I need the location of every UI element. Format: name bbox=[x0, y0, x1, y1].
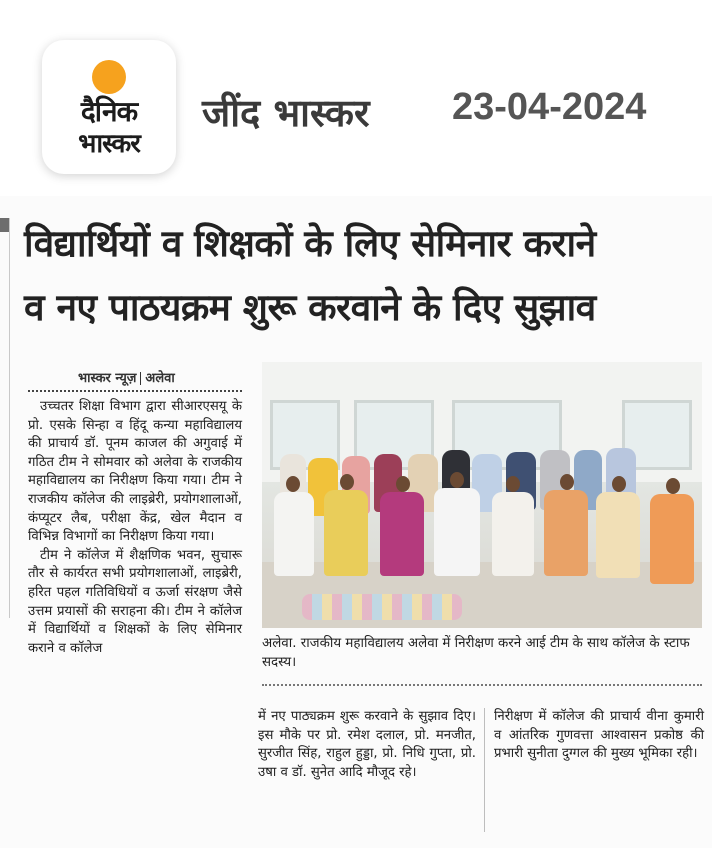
person-head bbox=[666, 478, 680, 494]
person-head bbox=[450, 472, 464, 488]
person-head bbox=[560, 474, 574, 490]
dainik-bhaskar-logo bbox=[42, 40, 176, 174]
logo-text-line1: दैनिक bbox=[80, 95, 138, 128]
group-photo bbox=[262, 362, 702, 628]
person bbox=[650, 494, 694, 584]
article-column-2: में नए पाठ्यक्रम शुरू करवाने के सुझाव दिए। इस मौके पर प्रो. रमेश दलाल, प्रो. मनजीत, सुरजीत सिंह, राहुल हुड्डा, प्रो. निधि गुप्ता, प्रो. उषा व डॉ. सुनेत आदि मौजूद रहे। bbox=[258, 709, 476, 780]
person bbox=[324, 490, 368, 576]
article-column-1 bbox=[28, 398, 242, 658]
edition-title: जींद भास्कर bbox=[202, 91, 370, 135]
person-head bbox=[340, 474, 354, 490]
column-divider bbox=[484, 708, 485, 832]
person-head bbox=[286, 476, 300, 492]
caption-divider bbox=[262, 684, 702, 686]
person bbox=[596, 492, 640, 578]
byline-separator bbox=[140, 372, 141, 385]
byline-source: भास्कर न्यूज़ bbox=[78, 371, 137, 386]
article-paragraph: टीम ने कॉलेज में शैक्षणिक भवन, सुचारू तौर से कार्यरत सभी प्रयोगशालाओं, लाइब्रेरी, हरित पहल गतिविधियों व ऊर्जा संरक्षण जैसे उत्तम प्रयासों की सराहना की। टीम ने कॉलेज में विद्यार्थियों व शिक्षकों के लिए सेमिनार कराने व कॉलेज bbox=[28, 547, 242, 656]
publication-date: 23-04-2024 bbox=[452, 86, 647, 128]
article-column-3: निरीक्षण में कॉलेज की प्राचार्य वीना कुमारी व आंतरिक गुणवत्ता आश्वासन प्रकोष्ठ की प्रभारी सुनीता दुग्गल की मुख्य भूमिका रही। bbox=[494, 709, 704, 762]
person-head bbox=[396, 476, 410, 492]
person bbox=[492, 492, 534, 576]
photo-rangoli bbox=[302, 594, 462, 620]
person bbox=[434, 488, 480, 576]
headline-line-1: विद्यार्थियों व शिक्षकों के लिए सेमिनार कराने bbox=[24, 222, 596, 265]
person bbox=[274, 492, 314, 576]
person-head bbox=[612, 476, 626, 492]
byline-place: अलेवा bbox=[145, 371, 175, 386]
article-paragraph: उच्चतर शिक्षा विभाग द्वारा सीआरएसयू के प्रो. एसके सिन्हा व हिंदू कन्या महाविद्यालय की प्राचार्य डॉ. पूनम काजल की अगुवाई में गठित टीम ने सोमवार को अलेवा के राजकीय महाविद्यालय का निरीक्षण किया गया। टीम ने राजकीय कॉलेज की लाइब्रेरी, प्रयोगशालाओं, कंप्यूटर लैब, परीक्षा केंद्र, खेल मैदान व विभिन्न विभागों का निरीक्षण किया गया। bbox=[28, 399, 242, 545]
person bbox=[544, 490, 588, 576]
logo-text-line2: भास्कर bbox=[78, 129, 140, 159]
sun-icon bbox=[92, 60, 126, 94]
left-rule bbox=[9, 218, 10, 618]
person bbox=[380, 492, 424, 576]
person-head bbox=[506, 476, 520, 492]
newspaper-clipping bbox=[0, 196, 712, 848]
photo-caption: अलेवा. राजकीय महाविद्यालय अलेवा में निरीक्षण करने आई टीम के साथ कॉलेज के स्टाफ सदस्य। bbox=[262, 636, 690, 670]
byline-divider bbox=[28, 390, 242, 392]
byline bbox=[78, 368, 175, 386]
headline-line-2: व नए पाठयक्रम शुरू करवाने के दिए सुझाव bbox=[24, 286, 596, 329]
page-header bbox=[0, 0, 712, 196]
